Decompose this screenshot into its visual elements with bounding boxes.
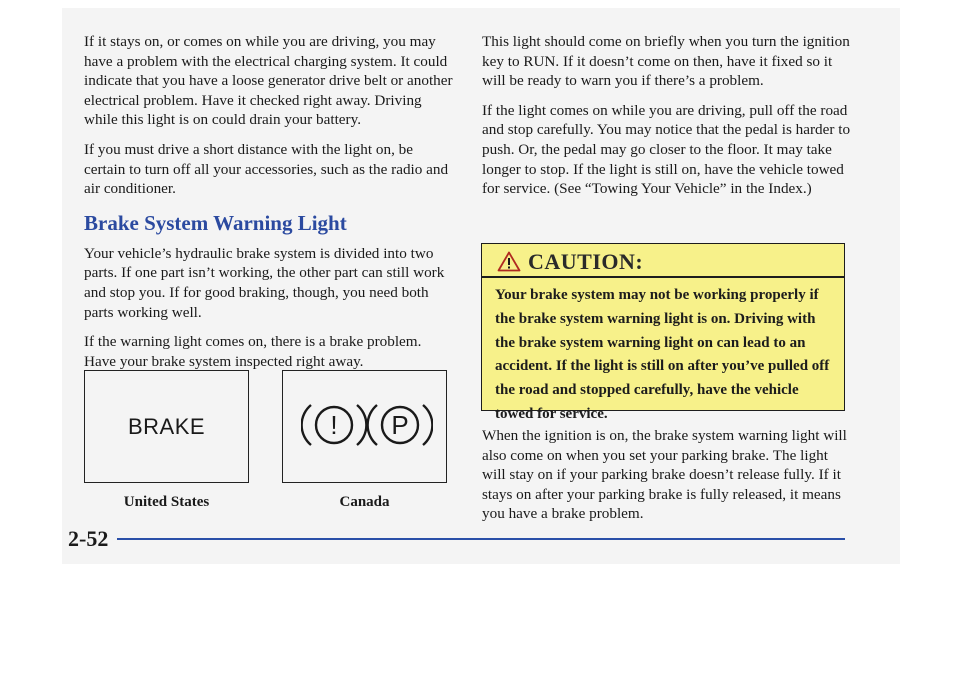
left-column [84, 32, 454, 381]
caption-canada: Canada [339, 494, 390, 510]
right-column [482, 32, 852, 209]
paragraph-parking-brake: When the ignition is on, the brake system warning light will also come on when you set your parking brake. The light will stay on if your parking brake doesn’t release fully. If it stays on after your parking brake is fully released, it means you have a brake problem. [482, 427, 847, 523]
brake-light-canada [282, 370, 447, 483]
caution-title: CAUTION: [528, 249, 644, 274]
right-column-bottom [482, 426, 852, 534]
brake-symbol-icon [301, 397, 433, 453]
brake-light-us [84, 370, 249, 483]
paragraph-come-on-briefly: This light should come on briefly when you turn the ignition key to RUN. If it doesn’t come on then, have it fixed so it will be ready to warn you if there’s a problem. [482, 33, 850, 90]
page-number: 2-52 [68, 526, 109, 551]
paragraph-charging-problem: If it stays on, or comes on while you are driving, you may have a problem with the electrical charging system. It could indicate that you have a loose generator drive belt or another electrical problem. Have it checked right away. Driving while this light is on could drain your battery. [84, 33, 453, 129]
paragraph-pull-off-road: If the light comes on while you are driving, pull off the road and stop carefully. You may notice that the pedal is harder to push. Or, the pedal may go closer to the floor. It may take longer to stop. If the light is still on, have the vehicle towed for service. (See “Towing Your Vehicle” in the Index.) [482, 101, 851, 198]
caution-body: Your brake system may not be working properly if the brake system warning light is on. Driving with the brake system warning light on can lead to an accident. If the light is still on after you’ve pulled off the road and stopped carefully, have the vehicle towed for service. [495, 287, 830, 422]
paragraph-drive-short-distance: If you must drive a short distance with the light on, be certain to turn off all your accessories, such as the radio and air conditioner. [84, 140, 449, 198]
caption-us: United States [123, 494, 210, 510]
section-heading: Brake System Warning Light [84, 210, 347, 235]
footer-rule [117, 538, 845, 540]
caution-header [482, 244, 844, 278]
caution-box [481, 243, 845, 422]
brake-label: BRAKE [127, 414, 206, 439]
parking-p-glyph: P [391, 410, 409, 440]
warning-triangle-icon [497, 251, 521, 272]
paragraph-warning-light-on: If the warning light comes on, there is a brake problem. Have your brake system inspected right away. [84, 333, 422, 370]
exclaim-glyph: ! [330, 410, 338, 440]
paragraph-hydraulic-system: Your vehicle’s hydraulic brake system is divided into two parts. If one part isn’t working, the other part can still work and stop you. If for good braking, though, you need both parts working well. [84, 244, 445, 321]
